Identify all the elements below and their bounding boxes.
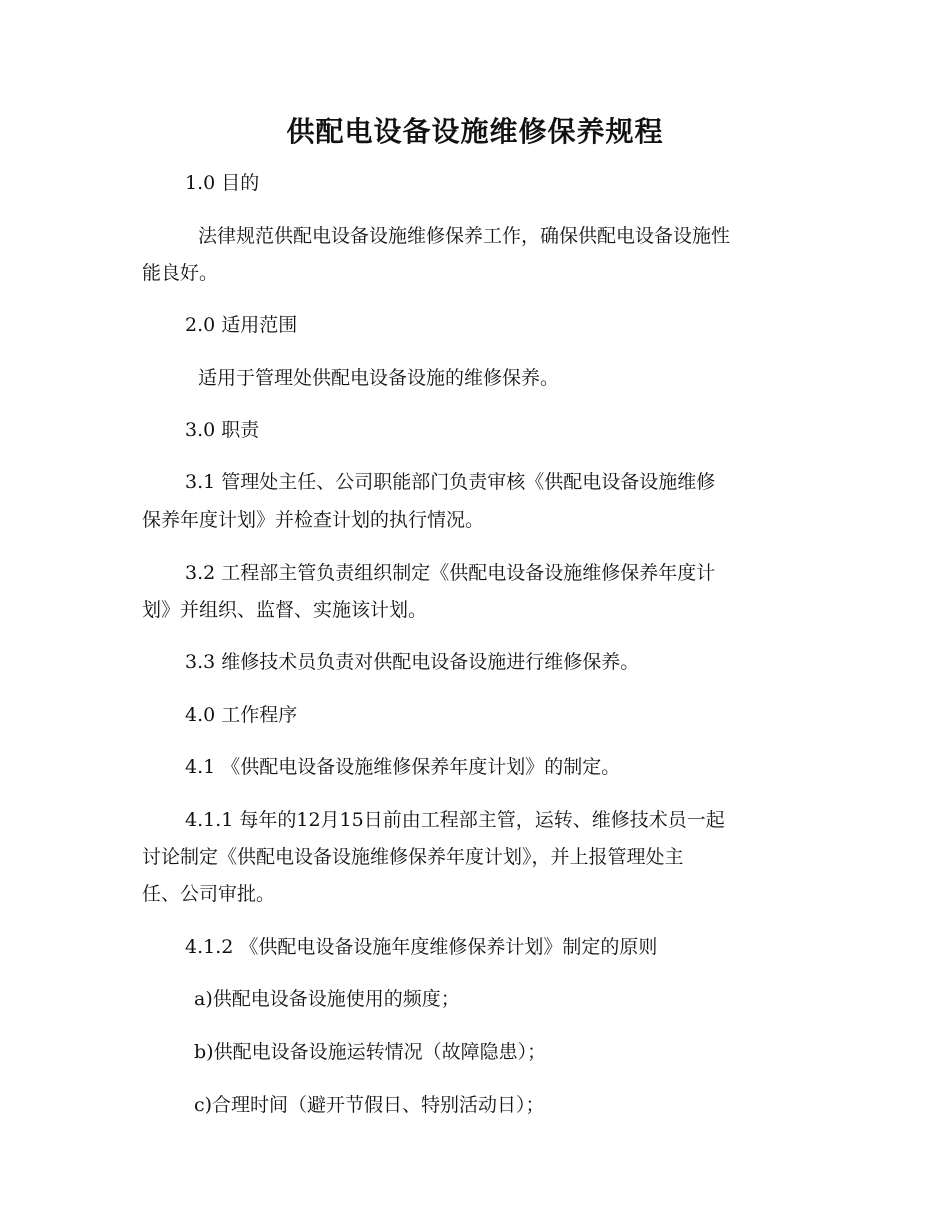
paragraph-line: 任、公司审批。 [142,883,276,905]
section-heading: 3.0 职责 [185,419,260,441]
subsection-heading: 4.1 《供配电设备设施维修保养年度计划》的制定。 [185,756,621,778]
list-item: a)供配电设备设施使用的频度； [194,988,460,1010]
paragraph-line: 3.2 工程部主管负责组织制定《供配电设备设施维修保养年度计 [185,562,716,584]
paragraph-line: 讨论制定《供配电设备设施维修保养年度计划》，并上报管理处主 [142,846,684,868]
paragraph-line: 保养年度计划》并检查计划的执行情况。 [142,509,485,531]
paragraph-line: 适用于管理处供配电设备设施的维修保养。 [198,367,560,389]
paragraph-line: 4.1.1 每年的12月15日前由工程部主管，运转、维修技术员一起 [185,809,725,831]
document-title: 供配电设备设施维修保养规程 [286,115,664,148]
paragraph-line: 能良好。 [142,262,219,284]
paragraph-line: 3.3 维修技术员负责对供配电设备设施进行维修保养。 [185,651,640,673]
paragraph-line: 4.1.2 《供配电设备设施年度维修保养计划》制定的原则 [185,936,658,958]
paragraph-line: 法律规范供配电设备设施维修保养工作，确保供配电设备设施性 [198,225,731,247]
section-heading: 4.0 工作程序 [185,704,298,726]
paragraph-line: 划》并组织、监督、实施该计划。 [142,599,428,621]
section-heading: 1.0 目的 [185,172,260,194]
paragraph-line: 3.1 管理处主任、公司职能部门负责审核《供配电设备设施维修 [185,471,716,493]
list-item: b)供配电设备设施运转情况（故障隐患）； [194,1041,547,1063]
list-item: c)合理时间（避开节假日、特别活动日）； [194,1094,545,1116]
section-heading: 2.0 适用范围 [185,314,298,336]
